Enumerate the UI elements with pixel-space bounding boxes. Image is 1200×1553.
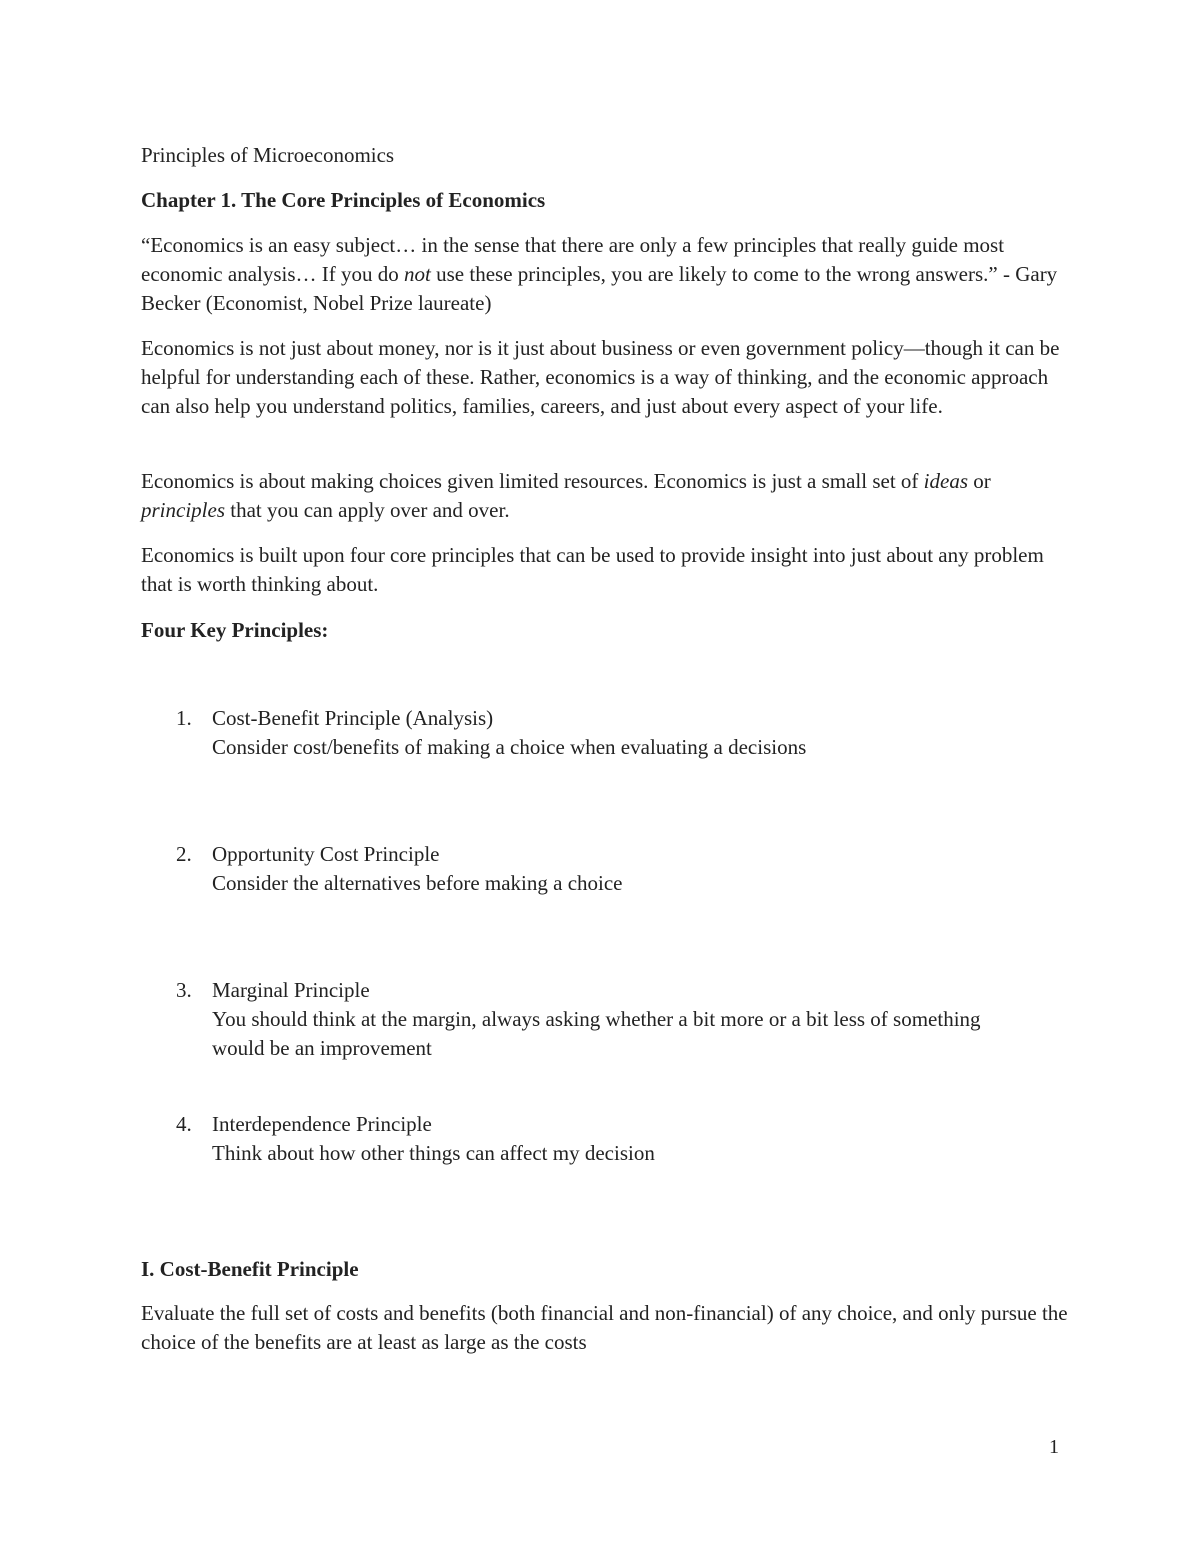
becker-quote [141,231,1071,318]
quote-text-end: use these principles, you are likely to come to the wrong answers.” - Gary Becker (Economist, Nobel Prize laureate) [141,262,1058,315]
principle-name: Opportunity Cost Principle [212,842,440,866]
quote-emphasis: not [404,262,431,286]
choices-text-end: that you can apply over and over. [225,498,510,522]
paragraph-core: Economics is built upon four core principles that can be used to provide insight into just about any problem that is worth thinking about. [141,543,1044,596]
page-number: 1 [1049,1436,1059,1458]
principle-name: Marginal Principle [212,978,370,1002]
paragraph-choices [141,467,1071,525]
principle-description: Consider cost/benefits of making a choice when evaluating a decisions [212,735,807,759]
principle-description: Think about how other things can affect my decision [212,1141,655,1165]
key-principles-heading: Four Key Principles: [141,618,329,642]
principles-emphasis: principles [141,498,225,522]
quote-text-start: “Economics is an easy subject… in the sense that there are only a few principles that really guide most economic analysis… If you do [141,233,1005,286]
choices-text-start: Economics is about making choices given limited resources. Economics is just a small set of [141,469,924,493]
principle-description: You should think at the margin, always asking whether a bit more or a bit less of something would be an improvement [212,1007,981,1060]
course-title: Principles of Microeconomics [141,143,395,167]
chapter-title: Chapter 1. The Core Principles of Economics [141,188,546,212]
section-text-cost-benefit: Evaluate the full set of costs and benefits (both financial and non-financial) of any choice, and only pursue the choice of the benefits are at least as large as the costs [141,1301,1068,1354]
list-number: 4. [176,1112,192,1136]
section-heading-cost-benefit: I. Cost-Benefit Principle [141,1257,359,1281]
principle-name: Cost-Benefit Principle (Analysis) [212,706,494,730]
list-number: 3. [176,978,192,1002]
principle-name: Interdependence Principle [212,1112,432,1136]
paragraph-money: Economics is not just about money, nor is it just about business or even government policy—though it can be helpful for understanding each of these. Rather, economics is a way of thinking, and the economic approach can also help you understand politics, families, careers, and just about every aspect of your life. [141,336,1060,418]
choices-or: or [968,469,991,493]
ideas-emphasis: ideas [923,469,968,493]
list-number: 1. [176,706,192,730]
principle-description: Consider the alternatives before making a choice [212,871,623,895]
list-number: 2. [176,842,192,866]
